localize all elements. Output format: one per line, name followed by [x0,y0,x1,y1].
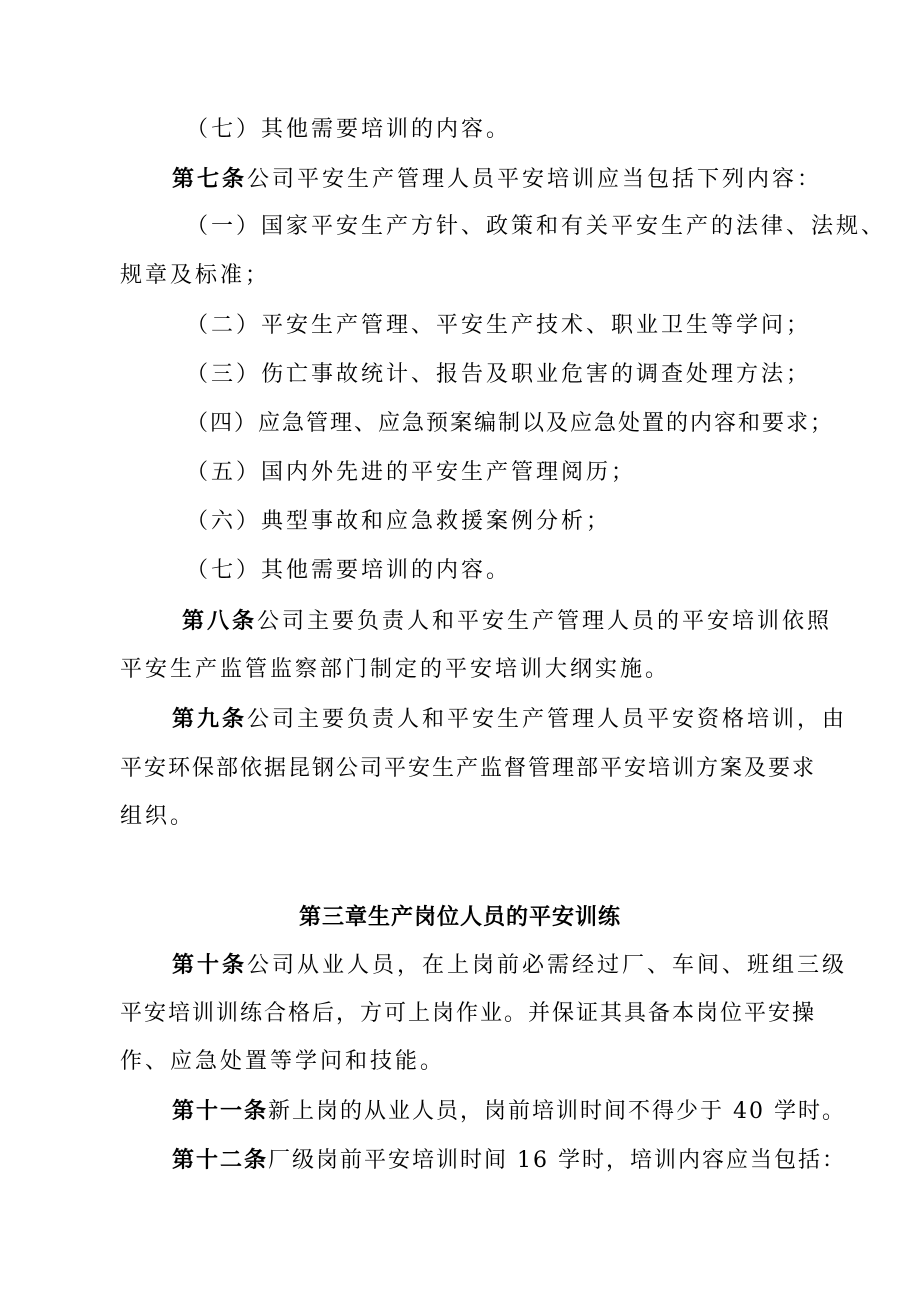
article-eleven-label: 第十一条 [172,1098,269,1124]
article-eleven [172,1096,846,1127]
article-eight-label: 第八条 [182,608,258,634]
list-item-3: （三）伤亡事故统计、报告及职业危害的调查处理方法； [186,362,812,387]
article-eight-text-a: 公司主要负责人和平安生产管理人员的平安培训依照 [257,609,833,634]
list-item-5: （五）国内外先进的平安生产管理阅历； [186,460,637,485]
article-ten-line-c: 作、应急处置等学问和技能。 [120,1049,446,1074]
article-twelve [172,1145,846,1176]
list-item-6: （六）典型事故和应急救援案例分析； [186,509,612,534]
article-ten-line-b: 平安培训训练合格后，方可上岗作业。并保证其具备本岗位平安操 [120,1001,817,1026]
list-item-2: （二）平安生产管理、平安生产技术、职业卫生等学问； [186,313,812,338]
article-eight-line-b: 平安生产监管监察部门制定的平安培训大纲实施。 [120,657,671,682]
list-item-1-line-b: 规章及标准； [120,263,271,288]
article-ten-label: 第十条 [172,952,248,978]
article-nine-line-b: 平安环保部依据昆钢公司平安生产监督管理部平安培训方案及要求 [120,756,817,781]
list-item-4: （四）应急管理、应急预案编制以及应急处置的内容和要求； [186,411,835,436]
article-nine-line-a [172,704,847,735]
list-item-7: （七）其他需要培训的内容。 [186,558,512,583]
article-seven-label: 第七条 [172,166,248,192]
article-nine-label: 第九条 [172,706,248,732]
article-twelve-label: 第十二条 [172,1147,269,1173]
article-seven [172,164,822,195]
chapter-title: 第三章生产岗位人员的平安训练 [298,904,621,930]
article-nine-text-a: 公司主要负责人和平安生产管理人员平安资格培训，由 [247,707,848,732]
article-eight-line-a [182,606,832,637]
item-seven-line: （七）其他需要培训的内容。 [186,117,512,142]
article-twelve-text: 厂级岗前平安培训时间 16 学时，培训内容应当包括： [268,1148,846,1173]
article-ten-text-a: 公司从业人员，在上岗前必需经过厂、车间、班组三级 [247,953,848,978]
article-nine-line-c: 组织。 [120,804,196,829]
list-item-1-line-a: （一）国家平安生产方针、政策和有关平安生产的法律、法规、 [186,214,887,239]
article-eleven-text: 新上岗的从业人员，岗前培训时间不得少于 40 学时。 [268,1099,846,1124]
article-seven-text: 公司平安生产管理人员平安培训应当包括下列内容： [247,167,823,192]
article-ten-line-a [172,950,847,981]
